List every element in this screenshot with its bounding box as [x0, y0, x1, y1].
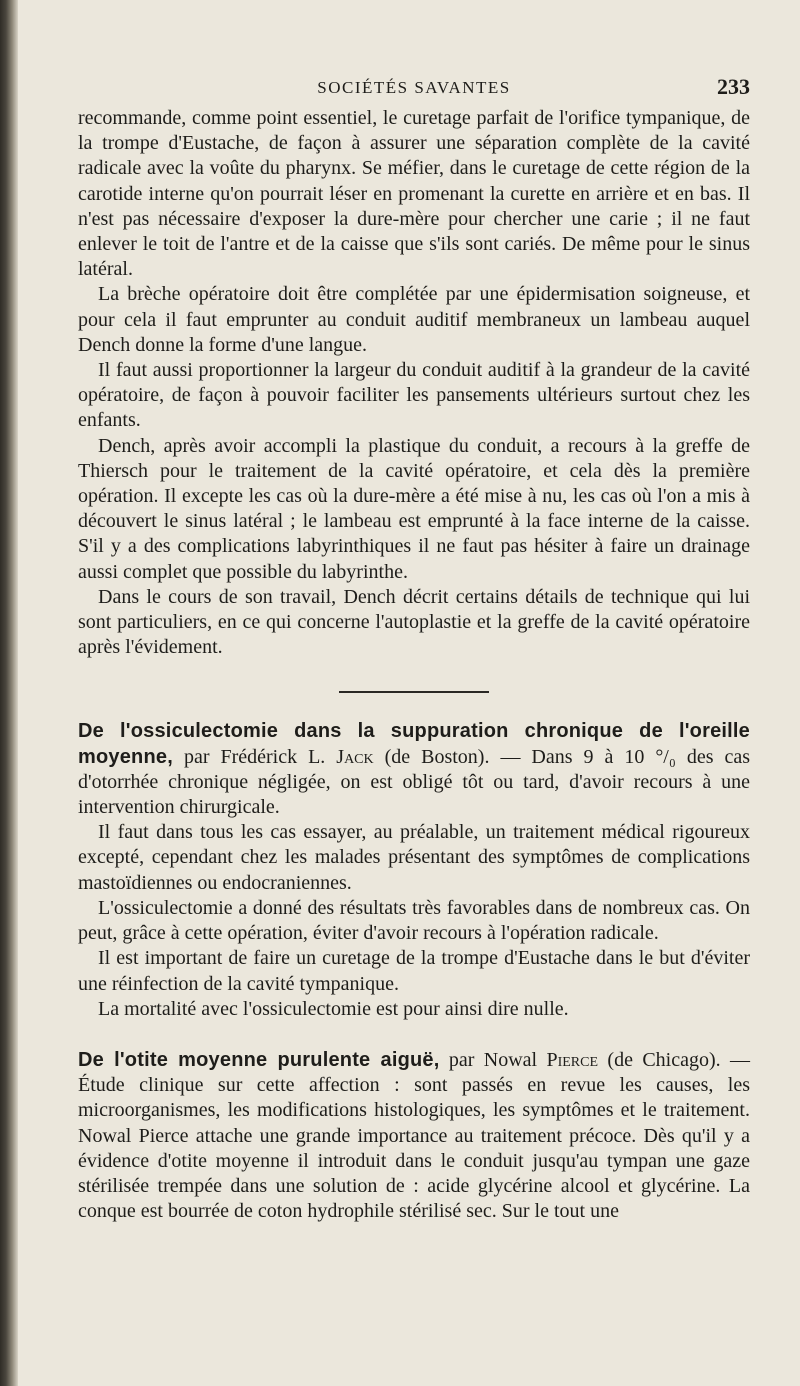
book-spine-shadow	[0, 0, 18, 1386]
paragraph: recommande, comme point essentiel, le curetage parfait de l'orifice tympanique, de la trompe d'Eustache, de façon à assurer une séparation complète de la cavité radicale avec la voûte du pharynx. Se méfier, dans le curetage de cette région de la carotide interne qu'on pourrait léser en promenant la curette en arrière et en bas. Il n'est pas nécessaire d'exposer la dure-mère pour chercher une carie ; il ne faut enlever le toit de l'antre et de la caisse que s'ils sont cariés. De même pour le sinus latéral.	[78, 107, 750, 281]
section-otite	[78, 1048, 750, 1224]
byline-suffix: (de Boston). — Dans 9 à 10 °/₀ des cas d'otorrhée chronique négligée, on est obligé tôt ou tard, d'avoir recours à une intervention chirurgicale.	[78, 745, 750, 819]
paragraph: La mortalité avec l'ossiculectomie est pour ainsi dire nulle.	[98, 997, 569, 1020]
article-title: De l'otite moyenne purulente aiguë,	[78, 1048, 440, 1071]
article-title: De l'ossiculectomie dans la suppuration chronique de l'oreille moyenne,	[78, 720, 750, 768]
paragraph: La brèche opératoire doit être complétée par une épidermisation soigneuse, et pour cela il faut emprunter au conduit auditif membraneux un lambeau auquel Dench donne la forme d'une langue.	[78, 283, 750, 356]
author-name: Jack	[336, 745, 374, 768]
section-ossiculectomie	[78, 719, 750, 1021]
paragraph: Dans le cours de son travail, Dench décrit certains détails de technique qui lui sont particuliers, en ce qui concerne l'autoplastie et la greffe de la cavité opératoire après l'évidement.	[78, 585, 750, 659]
paragraph: Dench, après avoir accompli la plastique du conduit, a recours à la greffe de Thiersch pour le traitement de la cavité opératoire, et cela dès la première opération. Il excepte les cas où la dure-mère a été mise à nu, les cas où l'on a mis à découvert le sinus latéral ; le lambeau est emprunté à la face interne de la caisse. S'il y a des complications labyrinthiques il ne faut pas hésiter à faire un drainage aussi complet que possible du labyrinthe.	[78, 434, 750, 583]
byline-suffix: (de Chicago). — Étude clinique sur cette affection : sont passés en revue les causes, les microorganismes, les modifications histologiques, les symptômes et le traitement. Nowal Pierce attache une grande importance au traitement précoce. Dès qu'il y a évidence d'otite moyenne il introduit dans le conduit jusqu'au tympan une gaze stérilisée trempée dans une solution de : acide glycérine alcool et glycérine. La conque est bourrée de coton hydrophile stérilisé sec. Sur le tout une	[78, 1048, 750, 1223]
page-header	[78, 70, 750, 106]
article-lead-paragraph	[78, 1048, 750, 1224]
paragraph: L'ossiculectomie a donné des résultats très favorables dans de nombreux cas. On peut, grâce à cette opération, éviter d'avoir recours à l'opération radicale.	[78, 896, 750, 945]
byline-prefix: par Nowal	[439, 1048, 547, 1071]
paragraph: Il faut aussi proportionner la largeur du conduit auditif à la grandeur de la cavité opératoire, de façon à pouvoir faciliter les pansements ultérieurs surtout chez les enfants.	[78, 359, 750, 432]
byline-prefix: par Frédérick L.	[172, 745, 337, 768]
running-head: SOCIÉTÉS SAVANTES	[317, 78, 511, 97]
article-lead-paragraph	[78, 719, 750, 820]
paragraph: Il faut dans tous les cas essayer, au préalable, un traitement médical rigoureux excepté, cependant chez les malades présentant des symptômes de complications mastoïdiennes ou endocraniennes.	[78, 821, 750, 894]
paragraph: Il est important de faire un curetage de la trompe d'Eustache dans le but d'éviter une réinfection de la cavité tympanique.	[78, 947, 750, 995]
section-dench	[78, 106, 750, 660]
section-divider	[339, 691, 489, 693]
page-number: 233	[717, 74, 750, 99]
author-name: Pierce	[546, 1048, 599, 1071]
page	[78, 70, 750, 1224]
